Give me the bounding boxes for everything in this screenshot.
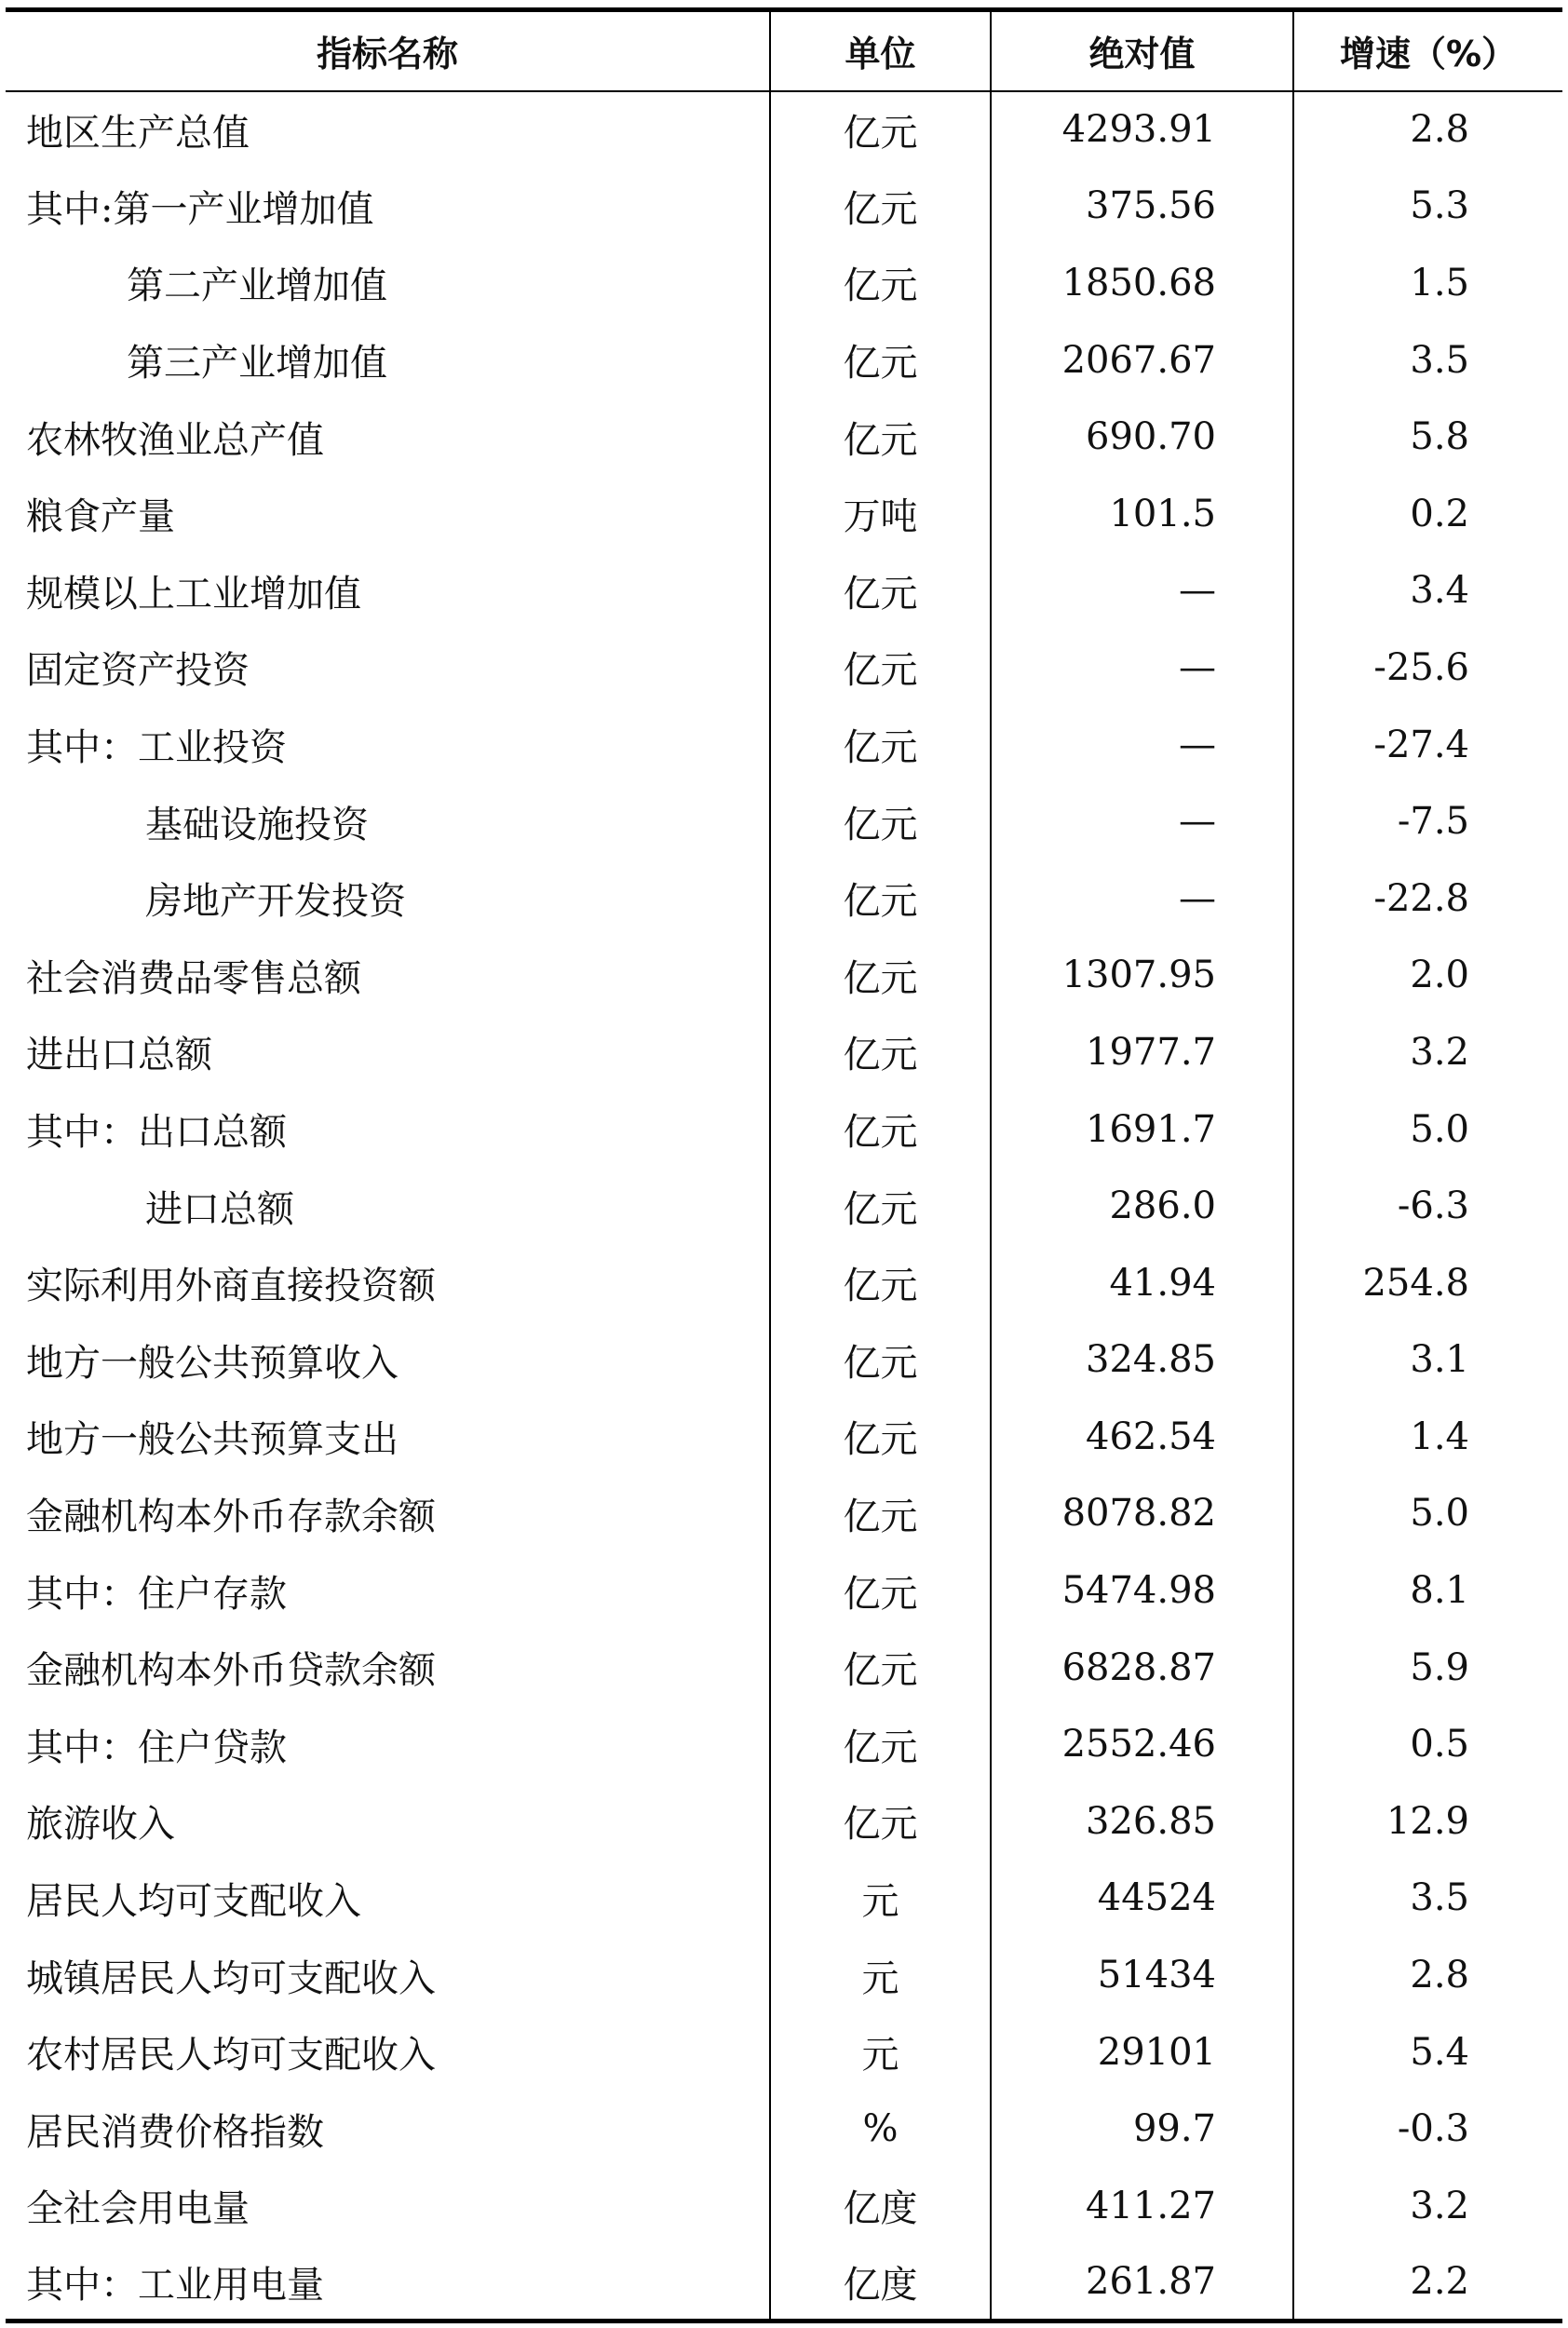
indicator-name-cell: 粮食产量 <box>26 495 175 539</box>
table-row <box>6 1706 1562 1783</box>
growth-rate-cell: 5.9 <box>1293 1629 1562 1706</box>
table-row <box>6 1860 1562 1937</box>
indicator-name-cell: 农林牧渔业总产值 <box>26 418 324 462</box>
indicator-name-cell: 其中：住户贷款 <box>26 1726 287 1769</box>
indicator-name-cell: 金融机构本外币存款余额 <box>26 1495 436 1538</box>
table-row <box>6 1552 1562 1630</box>
growth-rate-cell: -27.4 <box>1293 706 1562 783</box>
absolute-value-cell: 99.7 <box>991 2091 1293 2168</box>
absolute-value-cell: 324.85 <box>991 1321 1293 1399</box>
indicator-name-cell: 其中：住户存款 <box>26 1572 287 1616</box>
unit-cell: 亿元 <box>770 1552 991 1630</box>
table-row <box>6 2168 1562 2245</box>
unit-cell: % <box>770 2091 991 2168</box>
absolute-value-cell: 4293.91 <box>991 91 1293 169</box>
header-row <box>6 10 1562 91</box>
table-row <box>6 1629 1562 1706</box>
table-row <box>6 1783 1562 1861</box>
unit-cell: 亿元 <box>770 1168 991 1245</box>
growth-rate-cell: -0.3 <box>1293 2091 1562 2168</box>
growth-rate-cell: 3.2 <box>1293 2168 1562 2245</box>
unit-cell: 亿元 <box>770 1090 991 1168</box>
absolute-value-cell: 6828.87 <box>991 1629 1293 1706</box>
indicator-name-cell: 规模以上工业增加值 <box>26 572 361 616</box>
table-row <box>6 1321 1562 1399</box>
indicator-name-cell: 基础设施投资 <box>145 803 369 846</box>
indicator-name-cell: 社会消费品零售总额 <box>26 956 361 1000</box>
table-row <box>6 706 1562 783</box>
indicator-name-cell: 固定资产投资 <box>26 649 250 693</box>
unit-cell: 亿元 <box>770 859 991 937</box>
table-row <box>6 859 1562 937</box>
growth-rate-cell: 5.3 <box>1293 168 1562 245</box>
growth-rate-cell: 3.5 <box>1293 321 1562 399</box>
table-row <box>6 2091 1562 2168</box>
growth-rate-cell: 5.0 <box>1293 1090 1562 1168</box>
growth-rate-cell: -6.3 <box>1293 1168 1562 1245</box>
unit-cell: 亿元 <box>770 321 991 399</box>
unit-cell: 亿元 <box>770 245 991 322</box>
unit-cell: 亿元 <box>770 937 991 1014</box>
unit-cell: 亿元 <box>770 168 991 245</box>
absolute-value-cell: 1850.68 <box>991 245 1293 322</box>
indicator-name-cell: 其中：工业投资 <box>26 726 287 770</box>
growth-rate-cell: 5.4 <box>1293 2013 1562 2091</box>
growth-rate-cell: 0.2 <box>1293 475 1562 552</box>
absolute-value-cell: 1307.95 <box>991 937 1293 1014</box>
table-row <box>6 1090 1562 1168</box>
unit-cell: 元 <box>770 1860 991 1937</box>
absolute-value-cell: — <box>991 552 1293 629</box>
growth-rate-cell: 3.2 <box>1293 1014 1562 1091</box>
growth-rate-cell: 12.9 <box>1293 1783 1562 1861</box>
absolute-value-cell: 411.27 <box>991 2168 1293 2245</box>
absolute-value-cell: — <box>991 706 1293 783</box>
unit-cell: 亿元 <box>770 1783 991 1861</box>
indicator-name-cell: 第三产业增加值 <box>127 342 387 386</box>
table-row <box>6 1937 1562 2014</box>
table-header <box>6 10 1562 91</box>
indicator-name-cell: 农村居民人均可支配收入 <box>26 2034 436 2078</box>
header-unit: 单位 <box>770 10 991 91</box>
unit-cell: 亿元 <box>770 1014 991 1091</box>
unit-cell: 亿元 <box>770 91 991 169</box>
table-row <box>6 552 1562 629</box>
table-body <box>6 91 1562 2321</box>
growth-rate-cell: 2.8 <box>1293 91 1562 169</box>
indicator-name-cell: 旅游收入 <box>26 1803 175 1847</box>
absolute-value-cell: 1691.7 <box>991 1090 1293 1168</box>
absolute-value-cell: 44524 <box>991 1860 1293 1937</box>
unit-cell: 亿元 <box>770 706 991 783</box>
unit-cell: 亿元 <box>770 1321 991 1399</box>
table-row <box>6 321 1562 399</box>
growth-rate-cell: 3.4 <box>1293 552 1562 629</box>
unit-cell: 亿元 <box>770 399 991 476</box>
absolute-value-cell: 101.5 <box>991 475 1293 552</box>
table-row <box>6 91 1562 169</box>
indicator-name-cell: 房地产开发投资 <box>145 880 406 924</box>
indicator-name-cell: 居民人均可支配收入 <box>26 1879 361 1923</box>
growth-rate-cell: 2.2 <box>1293 2244 1562 2321</box>
table-row <box>6 168 1562 245</box>
table-row <box>6 399 1562 476</box>
unit-cell: 亿元 <box>770 1475 991 1552</box>
growth-rate-cell: 2.8 <box>1293 1937 1562 2014</box>
unit-cell: 亿元 <box>770 1244 991 1321</box>
table-row <box>6 2244 1562 2321</box>
absolute-value-cell: 286.0 <box>991 1168 1293 1245</box>
growth-rate-cell: 2.0 <box>1293 937 1562 1014</box>
table-row <box>6 475 1562 552</box>
growth-rate-cell: 1.4 <box>1293 1399 1562 1476</box>
table-row <box>6 1475 1562 1552</box>
absolute-value-cell: 51434 <box>991 1937 1293 2014</box>
statistics-table <box>6 7 1562 2323</box>
growth-rate-cell: 3.1 <box>1293 1321 1562 1399</box>
indicator-name-cell: 城镇居民人均可支配收入 <box>26 1956 436 2000</box>
absolute-value-cell: — <box>991 783 1293 860</box>
table-row <box>6 783 1562 860</box>
table-row <box>6 629 1562 707</box>
table-row <box>6 1399 1562 1476</box>
growth-rate-cell: 5.8 <box>1293 399 1562 476</box>
absolute-value-cell: 2552.46 <box>991 1706 1293 1783</box>
absolute-value-cell: 29101 <box>991 2013 1293 2091</box>
absolute-value-cell: 1977.7 <box>991 1014 1293 1091</box>
header-growth-rate: 增速（%） <box>1293 10 1562 91</box>
unit-cell: 亿元 <box>770 783 991 860</box>
absolute-value-cell: 690.70 <box>991 399 1293 476</box>
table-row <box>6 1168 1562 1245</box>
absolute-value-cell: 8078.82 <box>991 1475 1293 1552</box>
unit-cell: 亿度 <box>770 2244 991 2321</box>
unit-cell: 亿元 <box>770 1399 991 1476</box>
growth-rate-cell: 5.0 <box>1293 1475 1562 1552</box>
table-row <box>6 2013 1562 2091</box>
table-row <box>6 1014 1562 1091</box>
unit-cell: 亿元 <box>770 1706 991 1783</box>
growth-rate-cell: 3.5 <box>1293 1860 1562 1937</box>
indicator-name-cell: 全社会用电量 <box>26 2187 250 2231</box>
indicator-name-cell: 居民消费价格指数 <box>26 2110 324 2154</box>
table-row <box>6 937 1562 1014</box>
header-absolute-value: 绝对值 <box>991 10 1293 91</box>
absolute-value-cell: 462.54 <box>991 1399 1293 1476</box>
indicator-name-cell: 地方一般公共预算收入 <box>26 1341 399 1385</box>
absolute-value-cell: 41.94 <box>991 1244 1293 1321</box>
absolute-value-cell: 5474.98 <box>991 1552 1293 1630</box>
unit-cell: 亿元 <box>770 1629 991 1706</box>
growth-rate-cell: 254.8 <box>1293 1244 1562 1321</box>
absolute-value-cell: 375.56 <box>991 168 1293 245</box>
growth-rate-cell: 1.5 <box>1293 245 1562 322</box>
table-row <box>6 245 1562 322</box>
unit-cell: 万吨 <box>770 475 991 552</box>
absolute-value-cell: 326.85 <box>991 1783 1293 1861</box>
indicator-name-cell: 其中:第一产业增加值 <box>26 187 374 231</box>
indicator-name-cell: 金融机构本外币贷款余额 <box>26 1649 436 1693</box>
unit-cell: 亿元 <box>770 629 991 707</box>
indicator-name-cell: 地区生产总值 <box>26 111 250 155</box>
growth-rate-cell: -7.5 <box>1293 783 1562 860</box>
indicator-name-cell: 其中：出口总额 <box>26 1111 287 1155</box>
growth-rate-cell: 8.1 <box>1293 1552 1562 1630</box>
table-row <box>6 1244 1562 1321</box>
indicator-name-cell: 地方一般公共预算支出 <box>26 1418 399 1462</box>
growth-rate-cell: -25.6 <box>1293 629 1562 707</box>
indicator-name-cell: 第二产业增加值 <box>127 264 387 308</box>
indicator-name-cell: 进出口总额 <box>26 1034 212 1077</box>
unit-cell: 亿度 <box>770 2168 991 2245</box>
indicator-name-cell: 其中：工业用电量 <box>6 2244 770 2321</box>
growth-rate-cell: -22.8 <box>1293 859 1562 937</box>
unit-cell: 元 <box>770 1937 991 2014</box>
unit-cell: 元 <box>770 2013 991 2091</box>
indicator-name-cell: 实际利用外商直接投资额 <box>26 1265 436 1308</box>
header-indicator-name: 指标名称 <box>6 10 770 91</box>
absolute-value-cell: 2067.67 <box>991 321 1293 399</box>
indicator-name-cell: 进口总额 <box>145 1187 294 1231</box>
unit-cell: 亿元 <box>770 552 991 629</box>
growth-rate-cell: 0.5 <box>1293 1706 1562 1783</box>
absolute-value-cell: — <box>991 859 1293 937</box>
absolute-value-cell: 261.87 <box>991 2244 1293 2321</box>
absolute-value-cell: — <box>991 629 1293 707</box>
